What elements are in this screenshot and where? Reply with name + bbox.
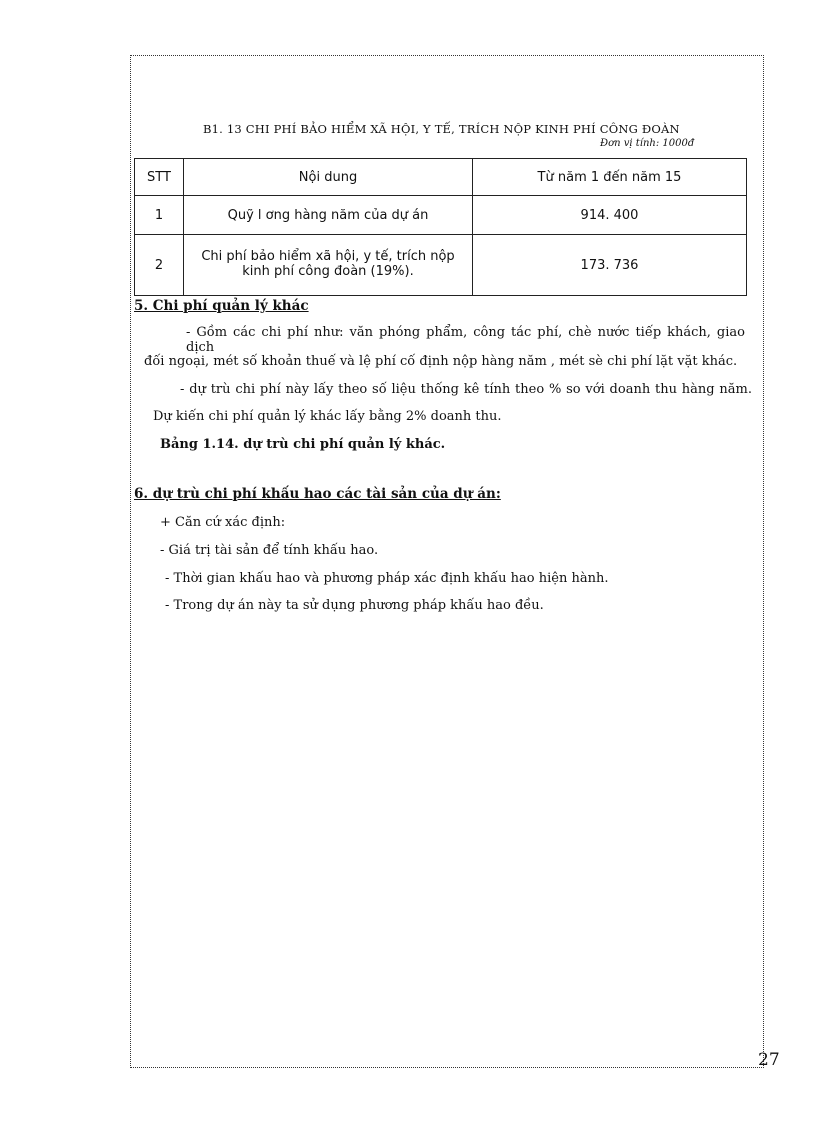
table-title: B1. 13 CHI PHÍ BẢO HIỂM XÃ HỘI, Y TẾ, TRÍCH NỘP KINH PHÍ CÔNG ĐOÀN: [203, 122, 680, 136]
row-value: 173. 736: [473, 235, 747, 296]
table-header-row: [135, 159, 747, 196]
header-content: Nội dung: [184, 159, 473, 196]
header-stt: STT: [135, 159, 184, 196]
cost-table: [134, 158, 747, 296]
table-row: [135, 235, 747, 296]
unit-note: Đơn vị tính: 1000đ: [600, 138, 695, 149]
s6-line: - Giá trị tài sản để tính khấu hao.: [160, 543, 379, 558]
s6-line: - Thời gian khấu hao và phương pháp xác định khấu hao hiện hành.: [165, 571, 609, 586]
row-content: Quỹ l ơng hàng năm của dự án: [184, 196, 473, 235]
section-5-heading: 5. Chi phí quản lý khác: [134, 298, 309, 314]
s6-line: + Căn cứ xác định:: [160, 515, 286, 530]
header-value: Từ năm 1 đến năm 15: [473, 159, 747, 196]
row-content: Chi phí bảo hiểm xã hội, y tế, trích nộp kinh phí công đoàn (19%).: [184, 235, 473, 296]
s5-paragraph2-line1: - dự trù chi phí này lấy theo số liệu thống kê tính theo % so với doanh thu hàng năm.: [180, 382, 752, 397]
row-value: 914. 400: [473, 196, 747, 235]
table-row: [135, 196, 747, 235]
s5-paragraph2-line2: Dự kiến chi phí quản lý khác lấy bằng 2% doanh thu.: [153, 409, 502, 424]
page-number: 27: [758, 1050, 780, 1070]
table-1-14-caption: Bảng 1.14. dự trù chi phí quản lý khác.: [160, 437, 446, 452]
section-6-heading: 6. dự trù chi phí khấu hao các tài sản của dự án:: [134, 486, 501, 502]
row-stt: 2: [135, 235, 184, 296]
s5-paragraph1-line2: đối ngoại, mét số khoản thuế và lệ phí cố định nộp hàng năm , mét sè chi phí lặt vặt khác.: [144, 354, 738, 369]
row-stt: 1: [135, 196, 184, 235]
s6-line: - Trong dự án này ta sử dụng phương pháp khấu hao đều.: [165, 598, 544, 613]
s5-paragraph1-line1: - Gồm các chi phí như: văn phóng phẩm, công tác phí, chè nước tiếp khách, giao dịch: [186, 325, 745, 355]
